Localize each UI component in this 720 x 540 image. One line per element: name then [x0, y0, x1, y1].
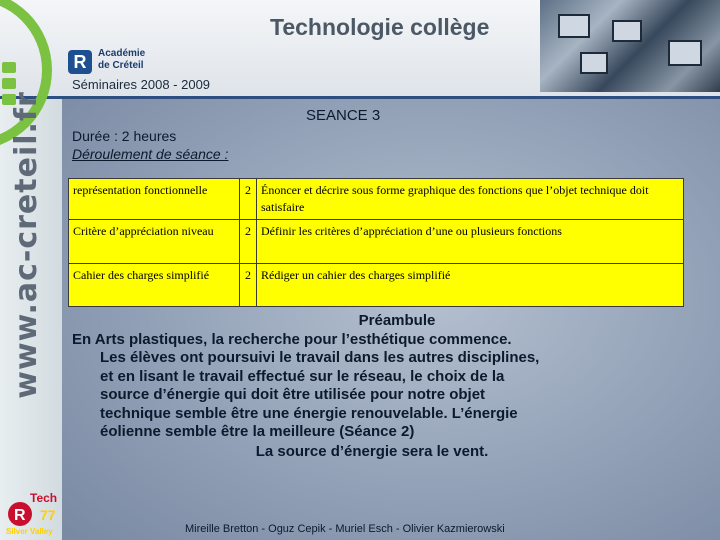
academie-logo	[68, 48, 228, 78]
preamble-line: éolienne semble être la meilleure (Séance 2)	[100, 423, 415, 440]
preamble-line: Les élèves ont poursuivi le travail dans les autres disciplines,	[100, 349, 540, 366]
svg-text:R: R	[14, 507, 26, 524]
preamble-conclusion: La source d’énergie sera le vent.	[255, 442, 489, 460]
phase-cell: représentation fonctionnelle	[69, 179, 240, 220]
seance-title: SEANCE 3	[306, 107, 381, 124]
preamble-line: source d’énergie qui doit être utilisée pour notre objet	[100, 386, 486, 403]
badge-bottom-text: Silver Valley	[6, 527, 53, 536]
classroom-photo	[540, 0, 720, 92]
site-title: Technologie collège	[270, 14, 490, 40]
preamble-line: En Arts plastiques, la recherche pour l’esthétique commence.	[72, 330, 512, 348]
duration-text: Durée : 2 heures	[72, 128, 177, 144]
rtech-badge-logo	[4, 490, 74, 536]
session-outline-label: Déroulement de séance :	[72, 146, 229, 162]
session-table	[68, 178, 684, 307]
hours-cell: 2	[240, 220, 257, 264]
phase-cell: Critère d’appréciation niveau	[69, 220, 240, 264]
preamble-title: Préambule	[358, 312, 436, 329]
preamble-line: et en lisant le travail effectué sur le réseau, le choix de la	[100, 367, 505, 385]
phase-cell: Cahier des charges simplifié	[69, 264, 240, 307]
task-cell: Énoncer et décrire sous forme graphique des fonctions que l’objet technique doit satisfaire	[257, 179, 684, 220]
badge-number: 77	[40, 507, 56, 523]
table-row	[69, 220, 684, 264]
preamble-body	[72, 331, 632, 442]
task-cell: Rédiger un cahier des charges simplifié	[257, 264, 684, 307]
logo-line-2: de Créteil	[98, 60, 144, 71]
task-cell: Définir les critères d’appréciation d’une ou plusieurs fonctions	[257, 220, 684, 264]
table-row	[69, 264, 684, 307]
preamble-line: technique semble être une énergie renouvelable. L’énergie	[100, 404, 518, 422]
vertical-site-url: www.ac-creteil.fr	[9, 91, 44, 399]
authors-footer: Mireille Bretton - Oguz Cepik - Muriel Esch - Olivier Kazmierowski	[185, 523, 505, 535]
logo-line-1: Académie	[98, 48, 146, 59]
seminar-label: Séminaires 2008 - 2009	[72, 77, 211, 92]
preamble-block	[72, 312, 632, 461]
header-divider	[0, 96, 720, 99]
hours-cell: 2	[240, 264, 257, 307]
hours-cell: 2	[240, 179, 257, 220]
badge-top-text: Tech	[30, 491, 58, 505]
academie-logo-icon: R	[68, 50, 92, 74]
table-row	[69, 179, 684, 220]
